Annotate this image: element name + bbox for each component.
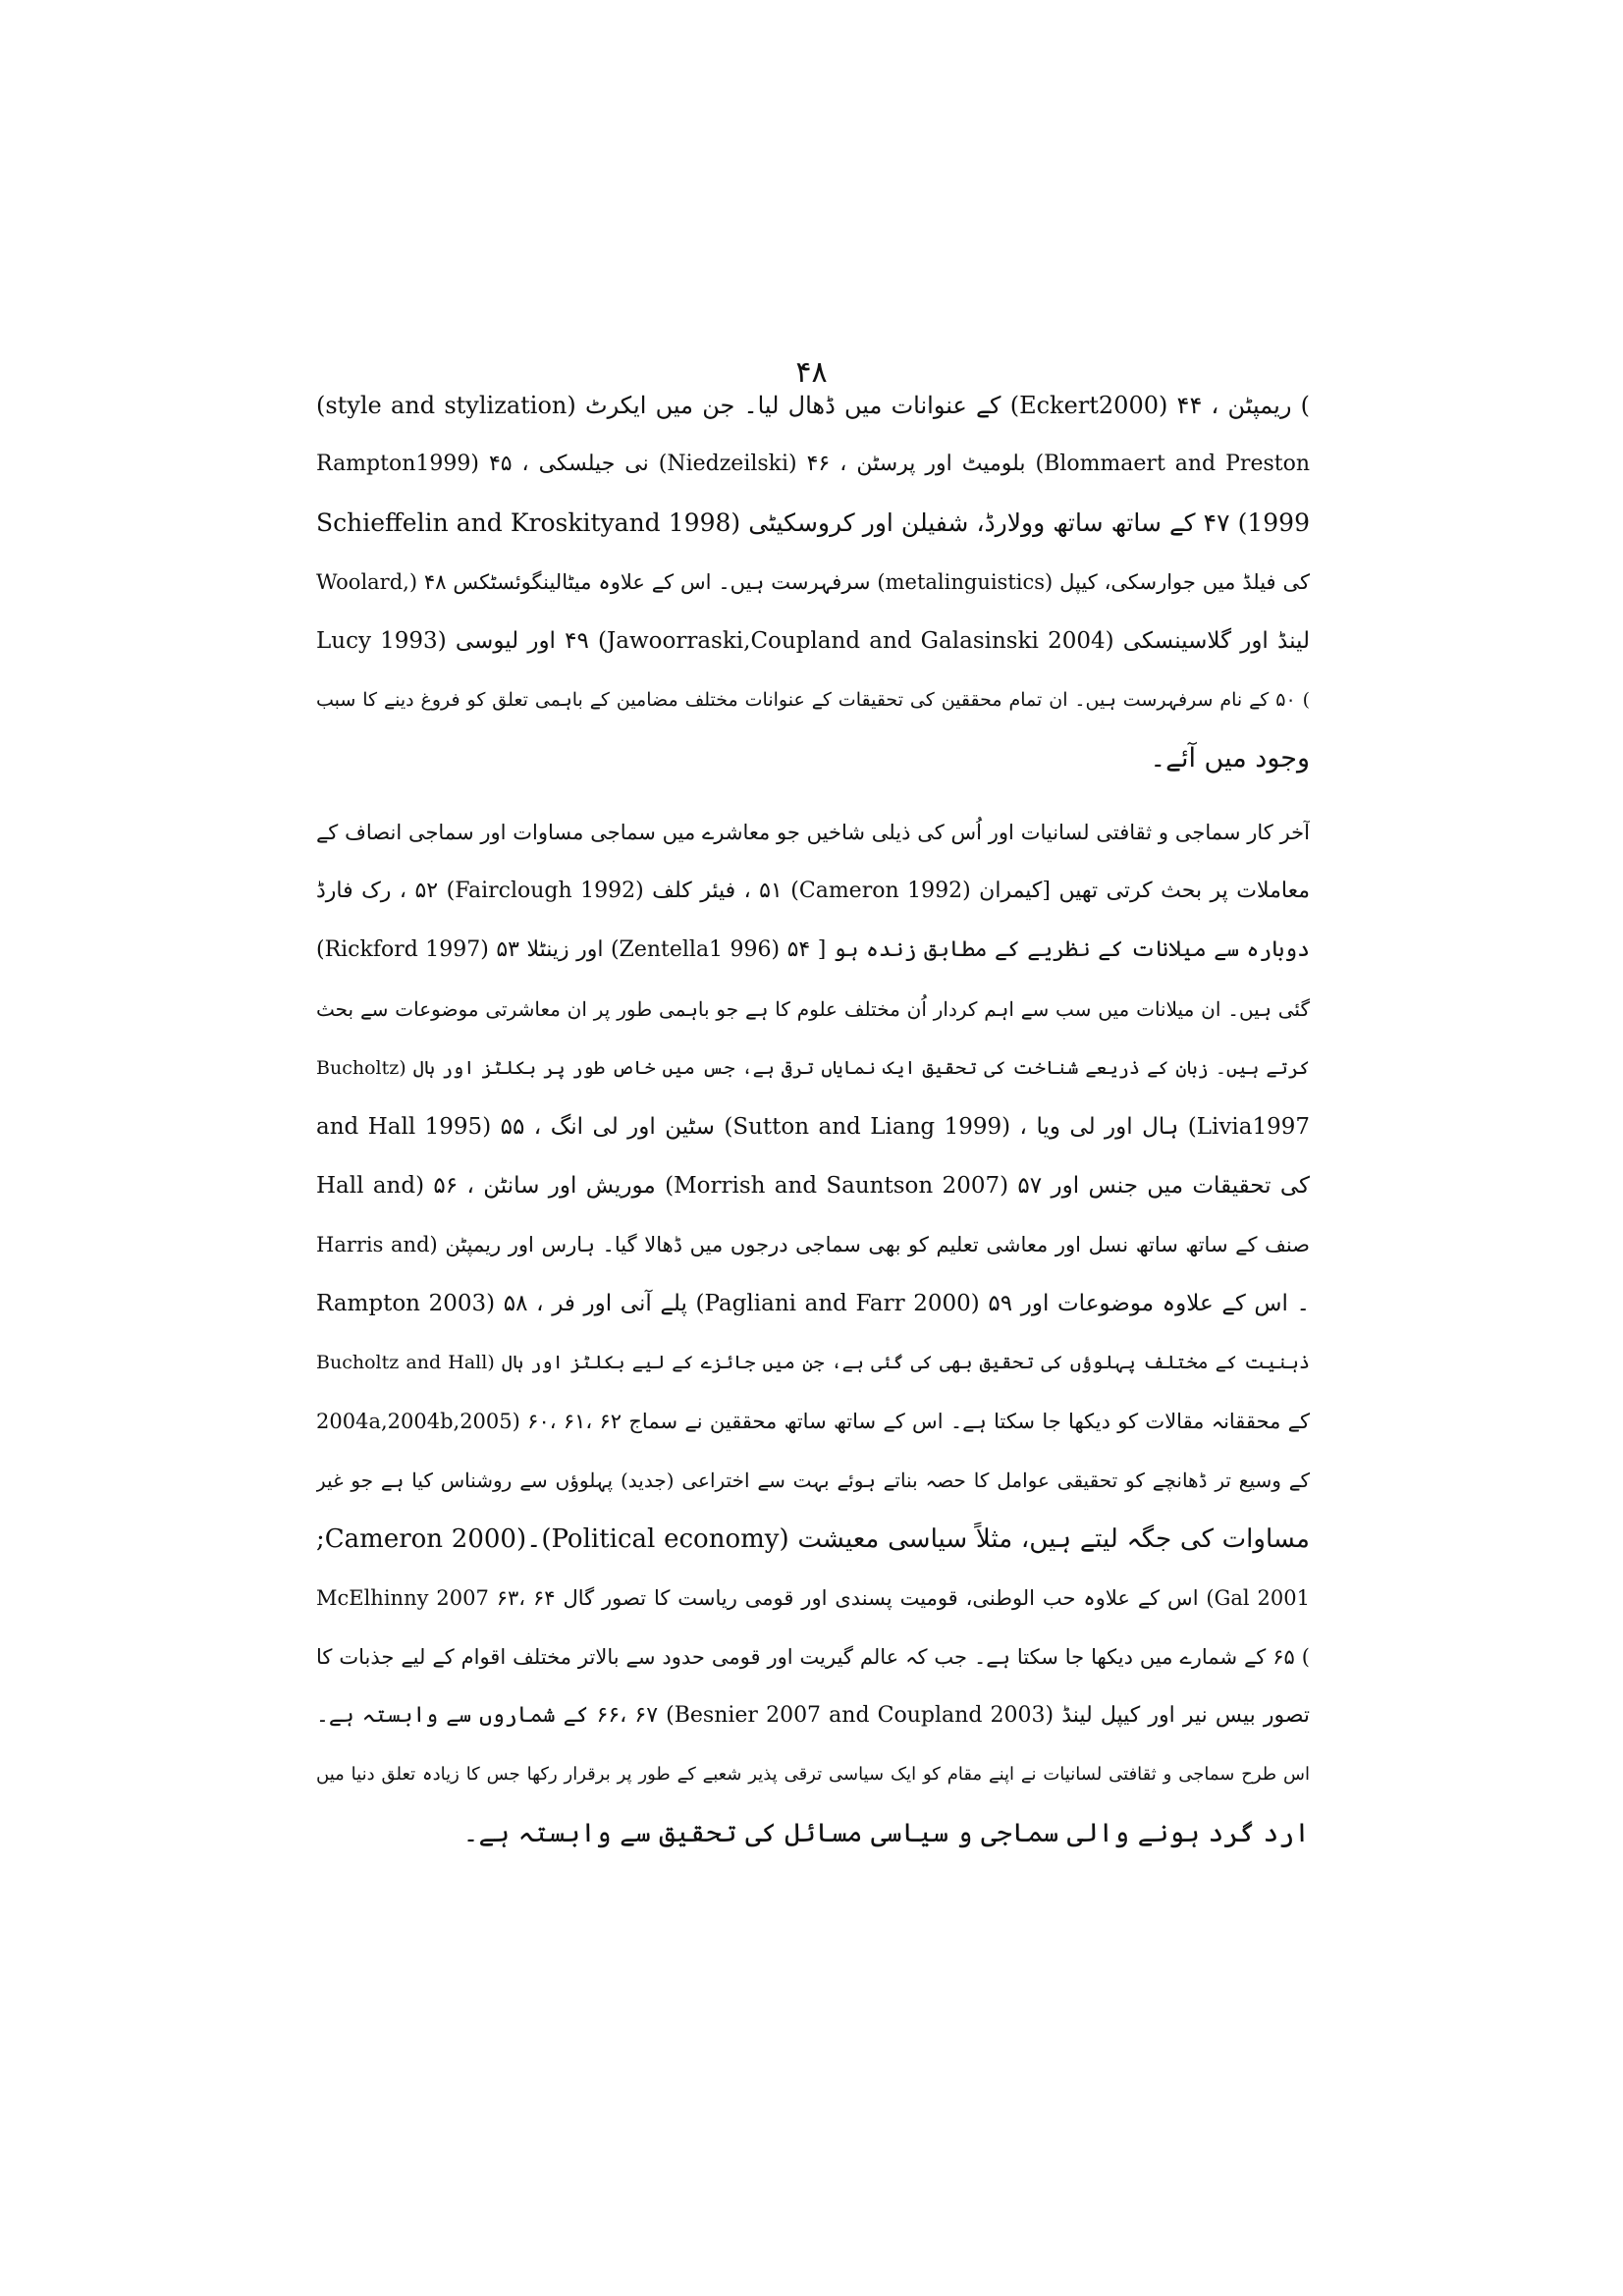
text-line: ) ۵۰ کے نام سرفہرست ہیں۔ ان تمام محققین کی تحقیقات کے عنوانات مختلف مضامین کے باہمی تعلق کو فروغ دینے کا سبب [316,689,1310,711]
text-line: گئی ہیں۔ ان میلانات میں سب سے اہم کردار اُن مختلف علوم کا ہے جو باہمی طور پر ان معاشرتی موضوعات سے بحث [316,997,1310,1021]
text-line: 1999) ۴۷ کے ساتھ ساتھ وولارڈ، شفیلن اور کروسکیٹی (Schieffelin and Kroskityand 1998 [316,508,1310,537]
text-line: اس طرح سماجی و ثقافتی لسانیات نے اپنے مقام کو ایک سیاسی ترقی پذیر شعبے کے طور پر برقرار رکھا جس کا زیادہ تعلق دنیا میں [316,1764,1310,1785]
text-line: وجود میں آئے۔ [1150,743,1310,774]
text-line: کرتے ہیں۔ زبان کے ذریعے شناخت کی تحقیق ایک نمایاں ترقی ہے، جس میں خاص طور پر بکلٹز اور ہال (Bucholtz [316,1057,1310,1079]
text-line: (Rickford 1997) ۵۳ اور زینٹلا (Zentella1 996) ۵۴ ] دوبارہ سے میلانات کے نظریے کے مطابق زندہ ہو [316,937,1310,962]
text-line: Rampton1999) ۴۵ ، نی جیلسکی (Niedzeilski) ۴۶ ، بلومیٹ اور پرسٹن (Blommaert and Preston [316,452,1310,476]
text-line: ) ۶۵ کے شمارے میں دیکھا جا سکتا ہے۔ جب کہ عالم گیریت اور قومی حدود سے بالاتر مختلف اقوام کے لیے جذبات کا [316,1645,1310,1669]
text-line: مساوات کی جگہ لیتے ہیں، مثلاً سیاسی معیشت (Political economy)۔(Cameron 2000; [316,1524,1310,1554]
page-number: ۴۸ [795,355,828,390]
text-line: کے وسیع تر ڈھانچے کو تحقیقی عوامل کا حصہ بناتے ہوئے بہت سے اختراعی (جدید) پہلوؤں سے روشناس کیا ہے جو غیر [316,1468,1310,1492]
text-line: لینڈ اور گلاسینسکی (Jawoorraski,Coupland and Galasinski 2004) ۴۹ اور لیوسی (Lucy 1993 [316,628,1310,654]
paragraph-1 [316,376,1310,788]
text-line: صنف کے ساتھ ساتھ نسل اور معاشی تعلیم کو بھی سماجی درجوں میں ڈھالا گیا۔ ہارس اور ریمپٹن (Harris and [316,1233,1310,1256]
text-line: معاملات پر بحث کرتی تھیں [کیمران (Cameron 1992) ۵۱ ، فیئر کلف (Fairclough 1992) ۵۲ ، رک فارڈ [316,879,1310,903]
text-line: آخر کار سماجی و ثقافتی لسانیات اور اُس کی ذیلی شاخیں جو معاشرے میں سماجی مساوات اور سماجی انصاف کے [316,821,1310,844]
text-line: ارد گرد ہونے والی سماجی و سیاسی مسائل کی تحقیق سے وابستہ ہے۔ [462,1818,1310,1848]
text-line: ذہنیت کے مختلف پہلوؤں کی تحقیق بھی کی گئی ہے، جن میں جائزے کے لیے بکلٹز اور ہال (Bucholtz and Hall [316,1352,1310,1373]
text-line: and Hall 1995) ۵۵ ، سٹین اور لی انگ (Sutton and Liang 1999) ، ہال اور لی ویا (Livia1997 [316,1114,1310,1140]
text-line: Woolard,) ۴۸ سرفہرست ہیں۔ اس کے علاوہ میٹالینگوئسٹکس (metalinguistics) کی فیلڈ میں جوارسکی، کیپل [316,570,1310,594]
paragraph-2 [316,803,1310,1863]
text-line: McElhinny 2007 ۶۳، ۶۴ اس کے علاوہ حب الوطنی، قومیت پسندی اور قومی ریاست کا تصور گال (Gal 2001 [316,1586,1310,1610]
text-line: 2004a,2004b,2005) ۶۰، ۶۱، ۶۲ کے محققانہ مقالات کو دیکھا جا سکتا ہے۔ اس کے ساتھ ساتھ محققین نے سماج [316,1410,1310,1433]
text-line: Rampton 2003) ۵۸ ، پلے آنی اور فر (Pagliani and Farr 2000) ۵۹ ۔ اس کے علاوہ موضوعات اور [316,1291,1310,1316]
text-line: تصور بیس نیر اور کیپل لینڈ (Besnier 2007 and Coupland 2003) ۶۶، ۶۷ کے شماروں سے وابستہ ہے۔ [316,1703,1310,1728]
text-line: Hall and) ۵۶ ، موریش اور سانٹن (Morrish and Sauntson 2007) ۵۷ کی تحقیقات میں جنس اور [316,1173,1310,1199]
text-line: (style and stylization) کے عنوانات میں ڈھال لیا۔ جن میں ایکرٹ (Eckert2000) ۴۴ ، ریمپٹن ( [316,392,1310,419]
